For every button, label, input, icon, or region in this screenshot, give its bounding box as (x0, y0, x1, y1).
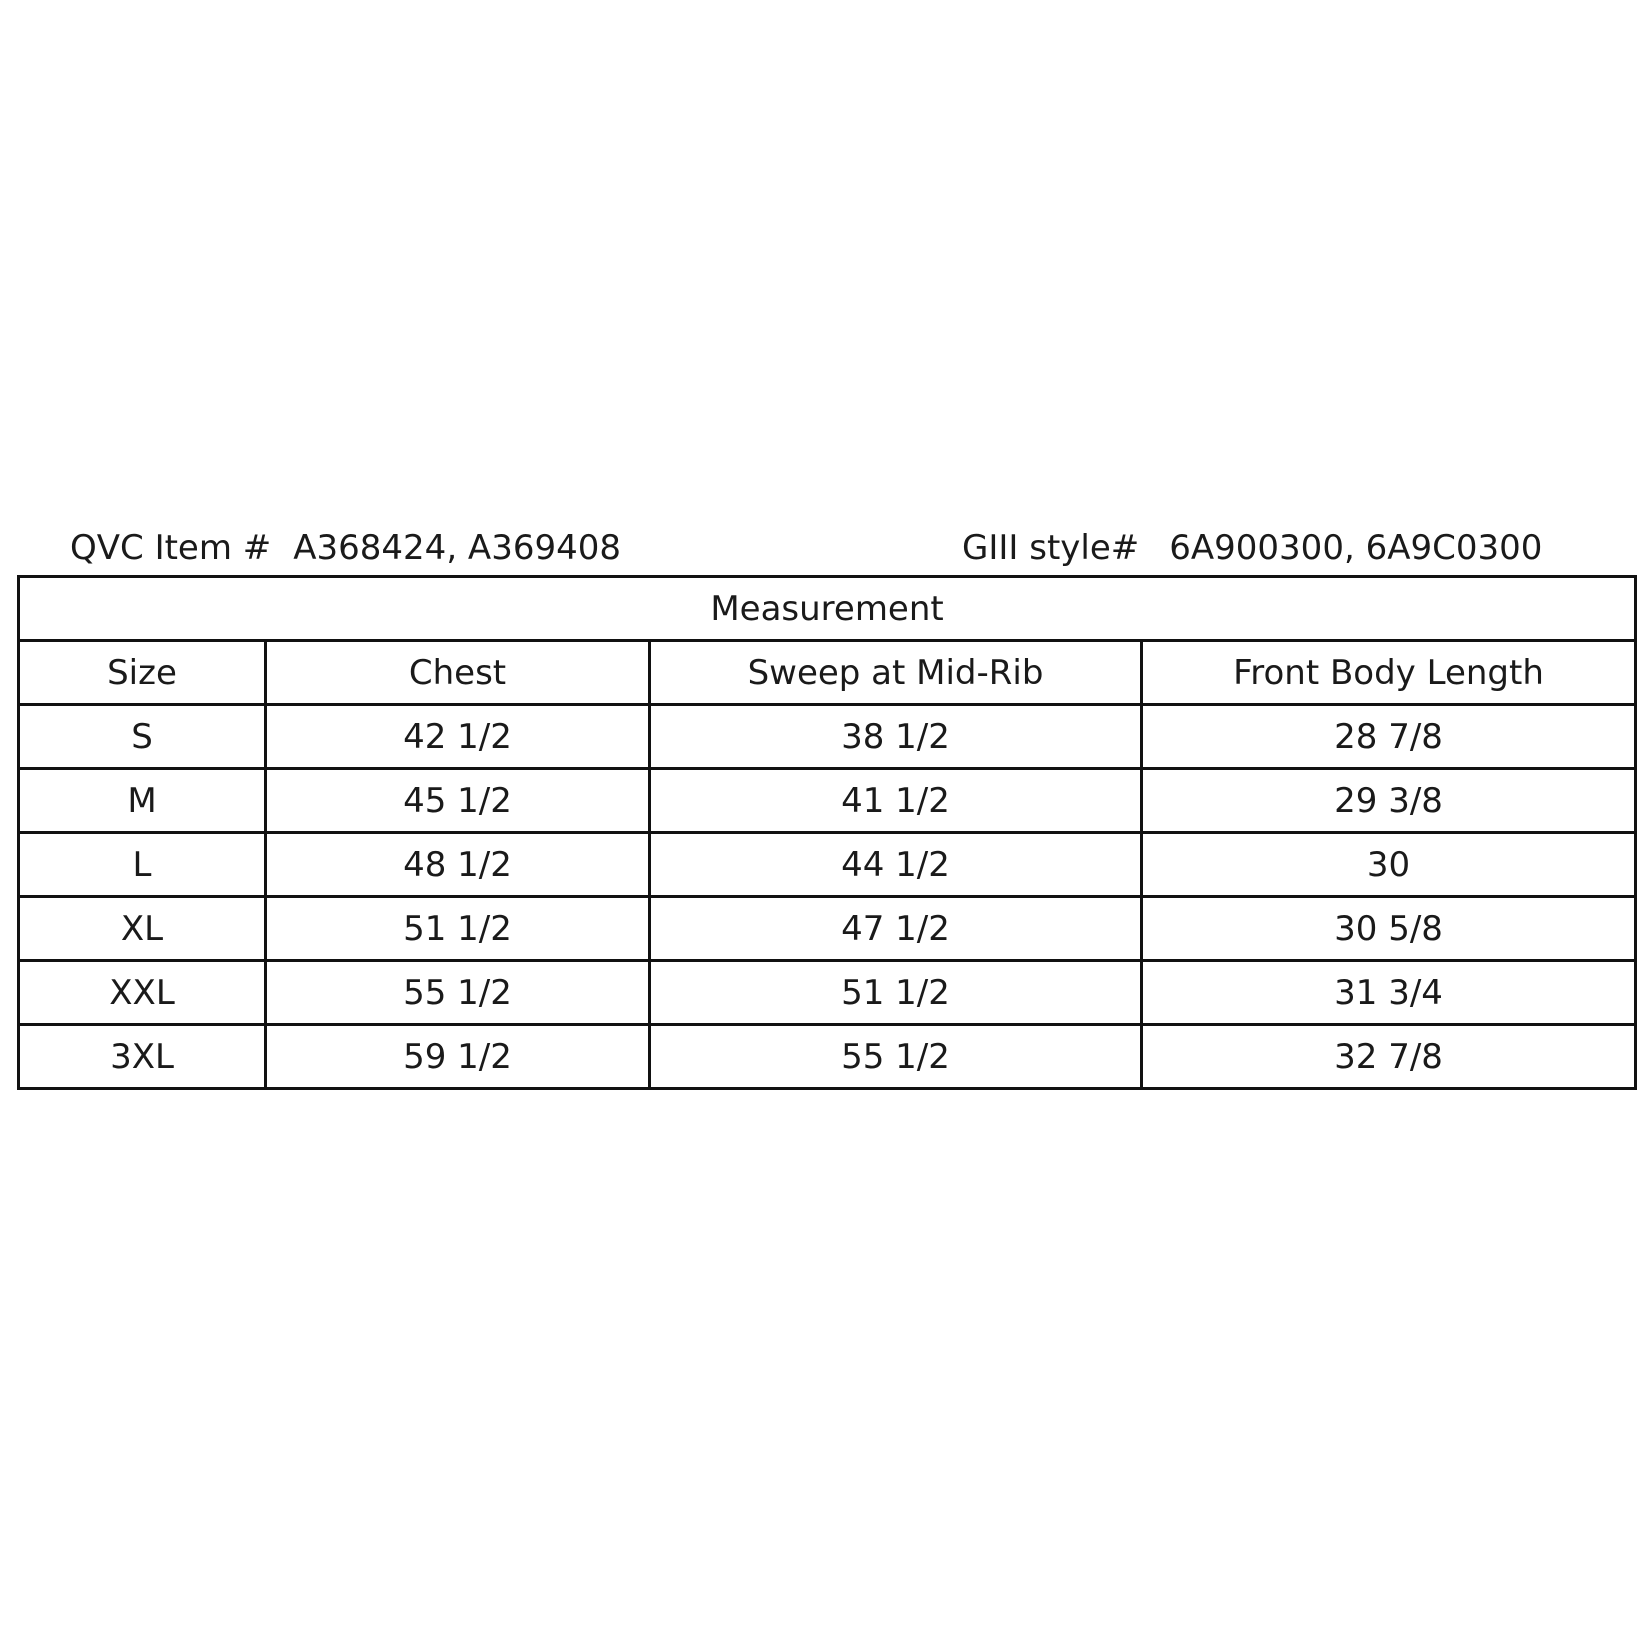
cell-sweep: 38 1/2 (650, 705, 1142, 769)
giii-style-line (962, 528, 1542, 568)
column-header-front-body-length: Front Body Length (1142, 641, 1636, 705)
cell-size: XL (19, 897, 266, 961)
cell-size: L (19, 833, 266, 897)
cell-sweep: 47 1/2 (650, 897, 1142, 961)
cell-size: XXL (19, 961, 266, 1025)
giii-style-value: 6A900300, 6A9C0300 (1169, 528, 1543, 568)
column-header-sweep: Sweep at Mid-Rib (650, 641, 1142, 705)
cell-sweep: 51 1/2 (650, 961, 1142, 1025)
cell-size: S (19, 705, 266, 769)
cell-front-body-length: 30 (1142, 833, 1636, 897)
cell-front-body-length: 32 7/8 (1142, 1025, 1636, 1089)
cell-chest: 48 1/2 (266, 833, 650, 897)
column-header-size: Size (19, 641, 266, 705)
table-row (19, 961, 1636, 1025)
cell-front-body-length: 29 3/8 (1142, 769, 1636, 833)
cell-front-body-length: 30 5/8 (1142, 897, 1636, 961)
column-header-chest: Chest (266, 641, 650, 705)
cell-chest: 51 1/2 (266, 897, 650, 961)
column-header-row (19, 641, 1636, 705)
giii-style-label: GIII style# (962, 528, 1140, 568)
cell-size: M (19, 769, 266, 833)
cell-chest: 45 1/2 (266, 769, 650, 833)
cell-sweep: 41 1/2 (650, 769, 1142, 833)
table-row (19, 769, 1636, 833)
qvc-item-value: A368424, A369408 (293, 528, 621, 568)
cell-chest: 42 1/2 (266, 705, 650, 769)
cell-front-body-length: 31 3/4 (1142, 961, 1636, 1025)
measurement-table (17, 575, 1637, 1090)
cell-chest: 55 1/2 (266, 961, 650, 1025)
table-row (19, 1025, 1636, 1089)
cell-front-body-length: 28 7/8 (1142, 705, 1636, 769)
qvc-item-line (70, 528, 621, 568)
cell-sweep: 55 1/2 (650, 1025, 1142, 1089)
cell-sweep: 44 1/2 (650, 833, 1142, 897)
table-row (19, 705, 1636, 769)
cell-size: 3XL (19, 1025, 266, 1089)
group-header-row (19, 577, 1636, 641)
measurement-group-header: Measurement (19, 577, 1636, 641)
qvc-item-label: QVC Item # (70, 528, 272, 568)
cell-chest: 59 1/2 (266, 1025, 650, 1089)
table-row (19, 833, 1636, 897)
table-row (19, 897, 1636, 961)
